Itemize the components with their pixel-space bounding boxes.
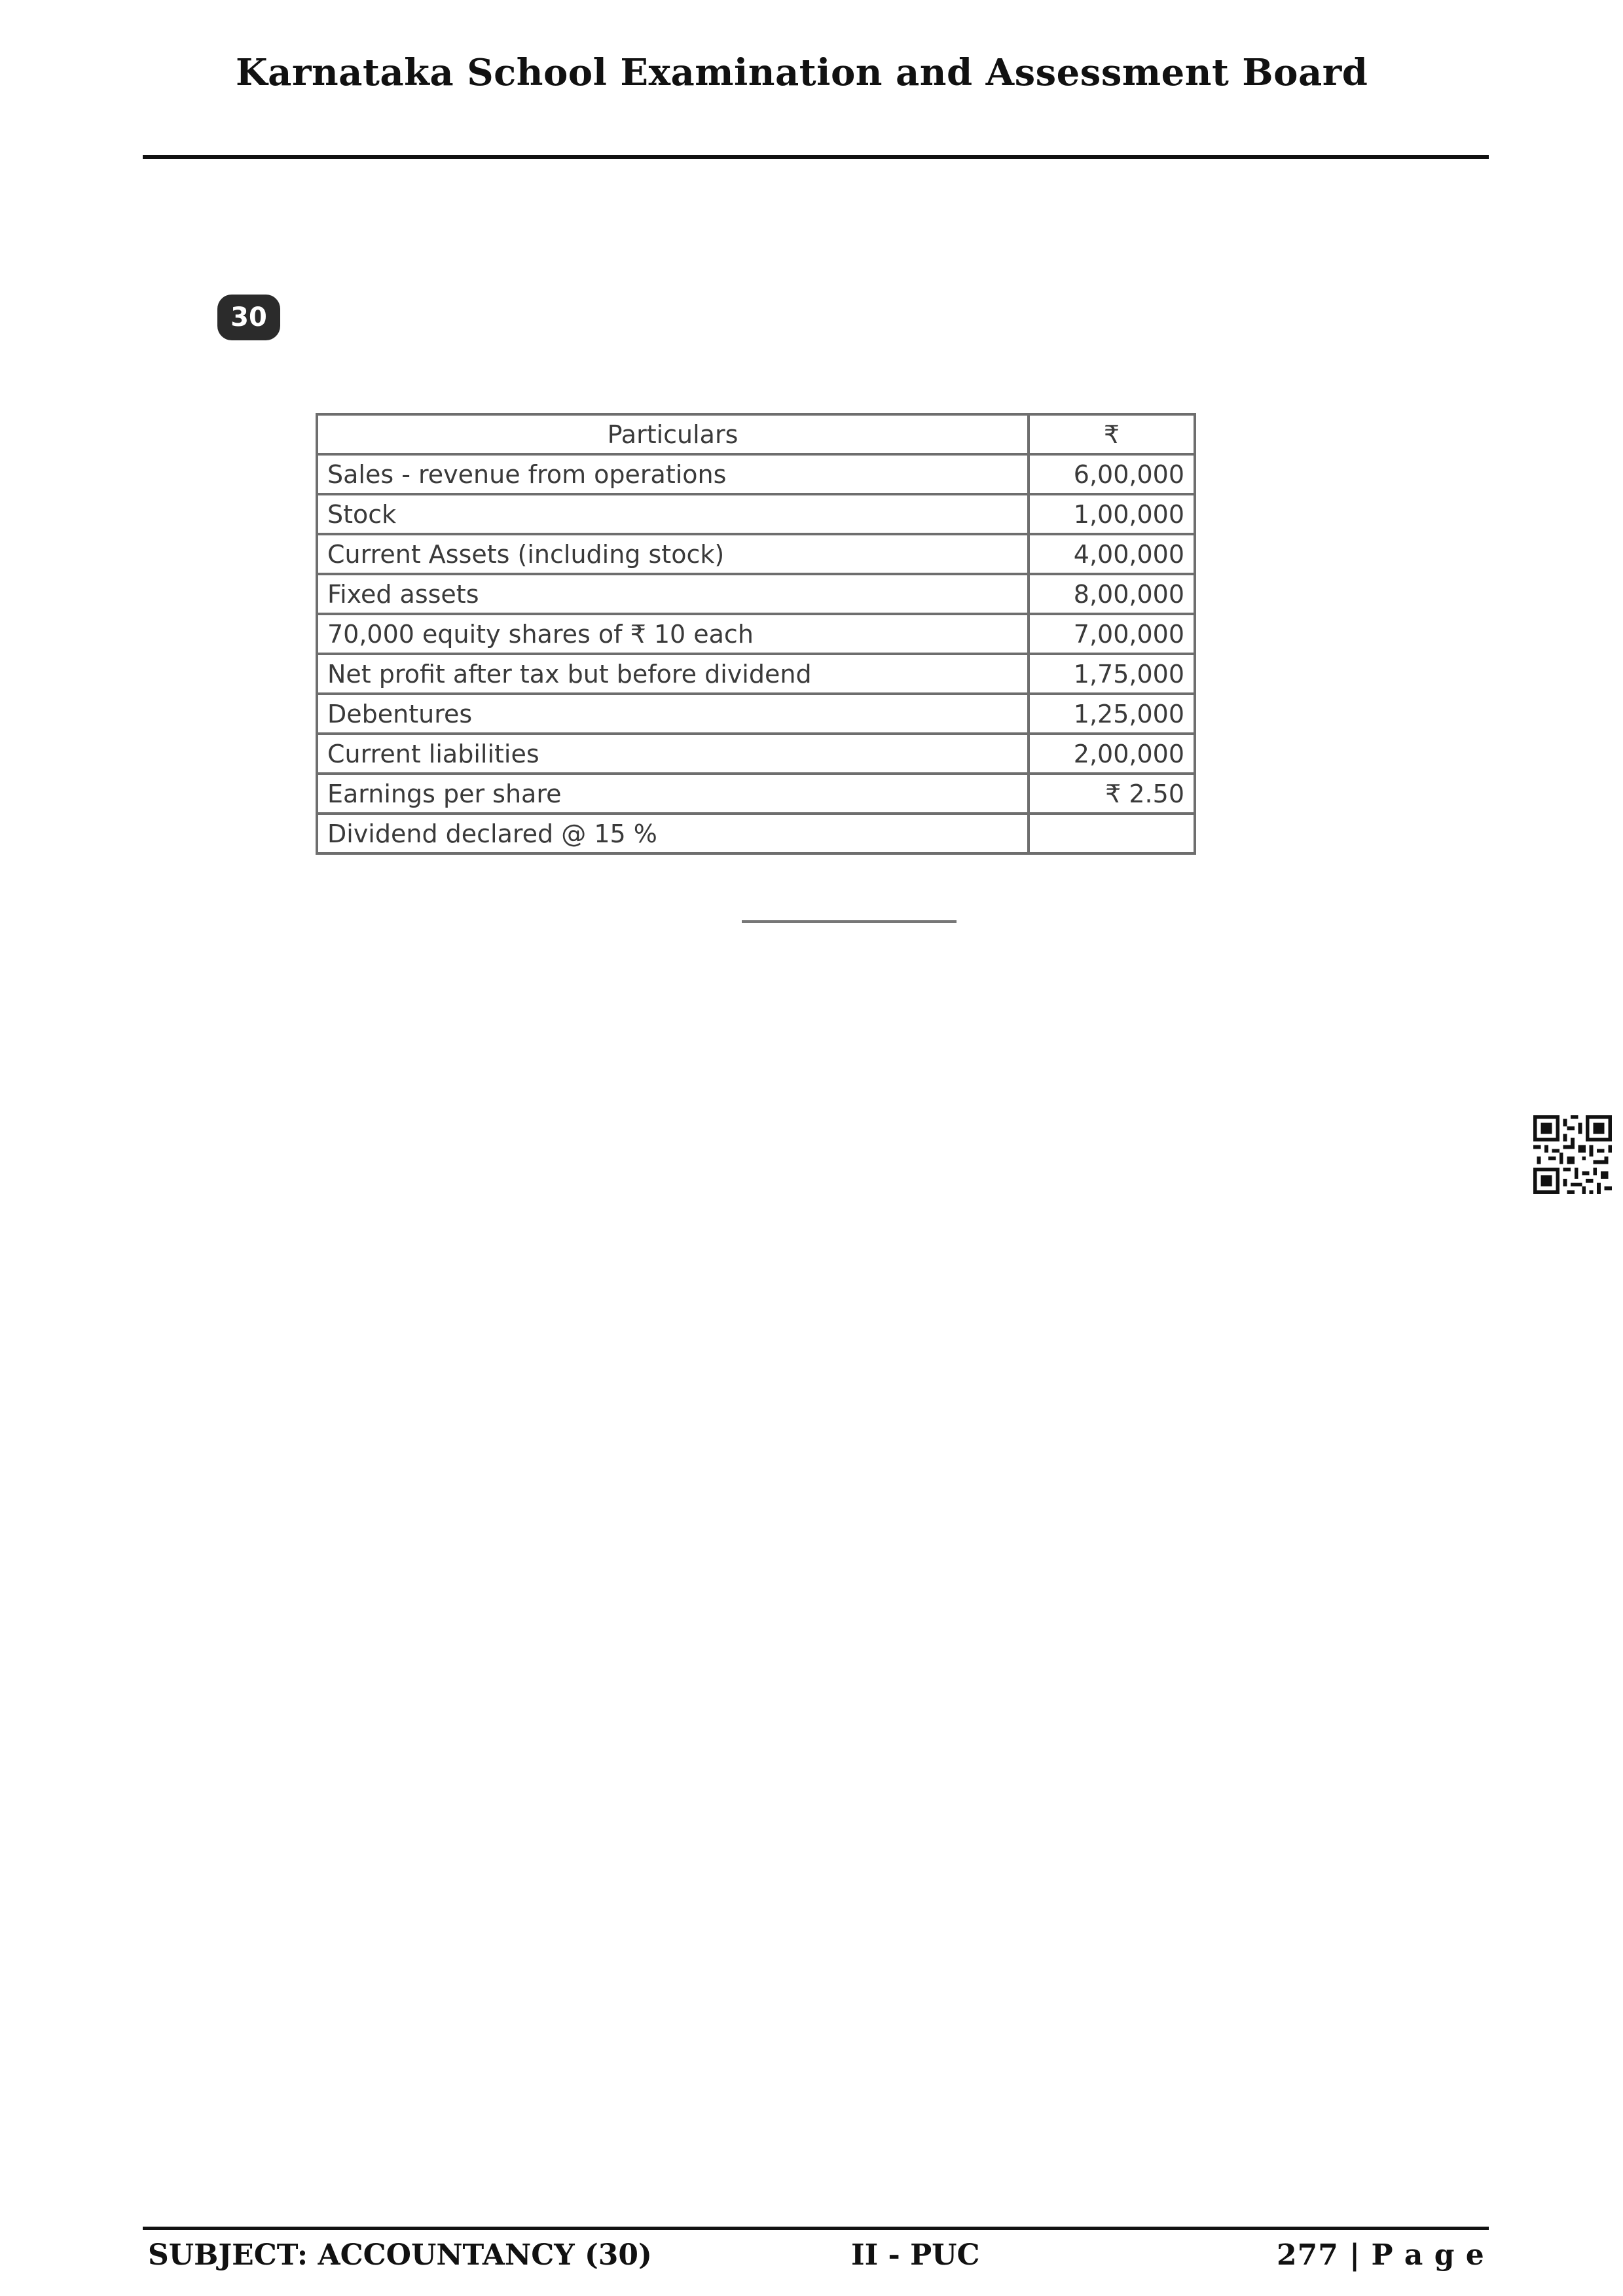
row-amount: 4,00,000 — [1029, 534, 1195, 574]
footer-level: II - PUC — [851, 2238, 980, 2272]
header-divider — [143, 155, 1489, 159]
row-particular: Current Assets (including stock) — [317, 534, 1029, 574]
row-amount — [1029, 814, 1195, 853]
row-particular: Stock — [317, 494, 1029, 534]
row-particular: Current liabilities — [317, 734, 1029, 774]
section-end-divider — [742, 920, 957, 923]
row-particular: Sales - revenue from operations — [317, 454, 1029, 494]
row-amount: 2,00,000 — [1029, 734, 1195, 774]
row-particular: Dividend declared @ 15 % — [317, 814, 1029, 853]
row-amount: 7,00,000 — [1029, 614, 1195, 654]
table-row — [317, 694, 1195, 734]
row-amount: 1,75,000 — [1029, 654, 1195, 694]
table-row — [317, 494, 1195, 534]
question-number-badge: 30 — [217, 295, 280, 340]
table-row — [317, 654, 1195, 694]
row-amount: 6,00,000 — [1029, 454, 1195, 494]
table-header-row — [317, 414, 1195, 454]
footer-divider — [143, 2227, 1489, 2230]
table-row — [317, 454, 1195, 494]
row-amount: 1,00,000 — [1029, 494, 1195, 534]
table-row — [317, 574, 1195, 614]
row-amount: 8,00,000 — [1029, 574, 1195, 614]
footer-subject: SUBJECT: ACCOUNTANCY (30) — [148, 2238, 652, 2272]
row-amount: ₹ 2.50 — [1029, 774, 1195, 814]
row-particular: Debentures — [317, 694, 1029, 734]
row-particular: 70,000 equity shares of ₹ 10 each — [317, 614, 1029, 654]
table-row — [317, 734, 1195, 774]
page-header-title: Karnataka School Examination and Assessment Board — [236, 51, 1368, 94]
column-header-particulars: Particulars — [317, 414, 1029, 454]
table-row — [317, 814, 1195, 853]
column-header-amount: ₹ — [1029, 414, 1195, 454]
table-row — [317, 534, 1195, 574]
footer-page-number: 277 | P a g e — [1277, 2238, 1485, 2272]
row-amount: 1,25,000 — [1029, 694, 1195, 734]
table-row — [317, 614, 1195, 654]
particulars-table — [316, 413, 1196, 855]
table-row — [317, 774, 1195, 814]
row-particular: Earnings per share — [317, 774, 1029, 814]
row-particular: Fixed assets — [317, 574, 1029, 614]
qr-code-icon — [1533, 1115, 1612, 1194]
row-particular: Net profit after tax but before dividend — [317, 654, 1029, 694]
